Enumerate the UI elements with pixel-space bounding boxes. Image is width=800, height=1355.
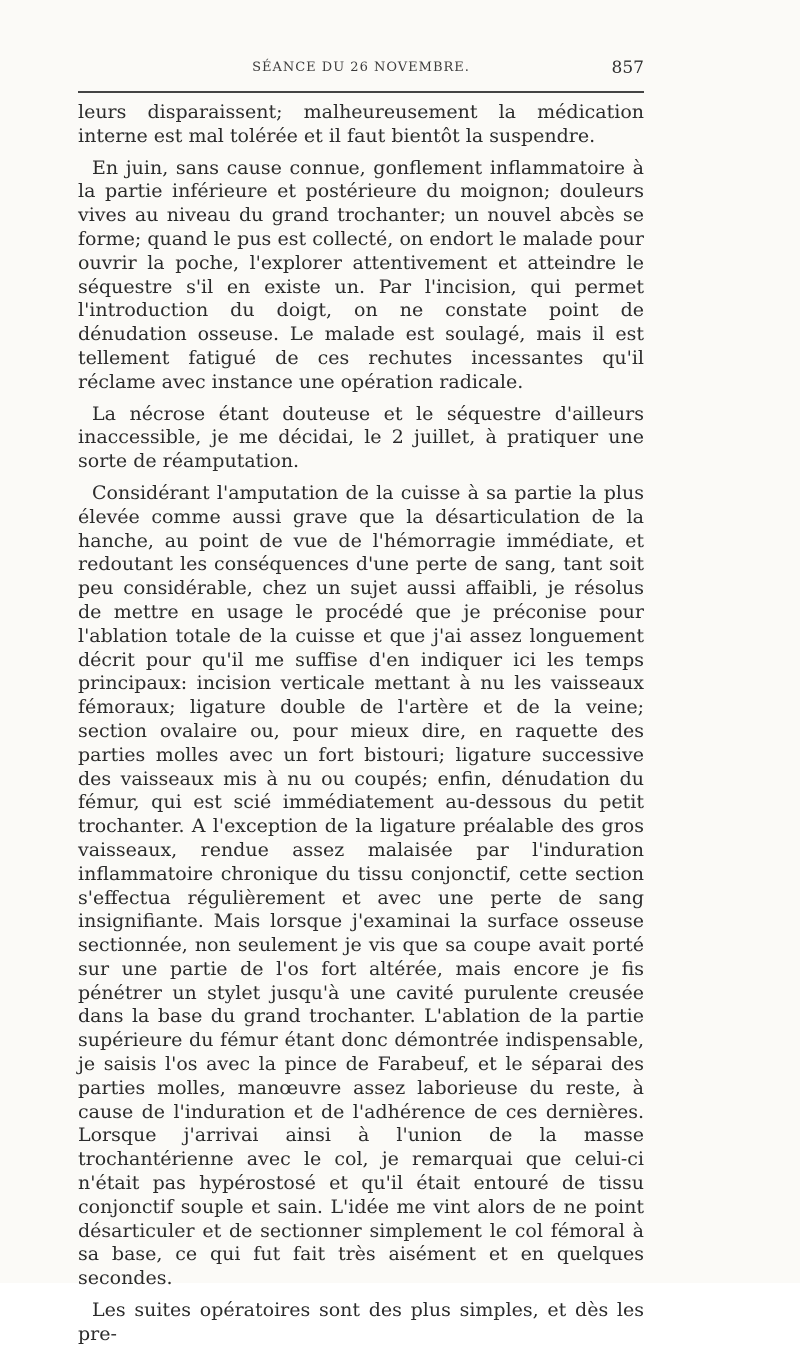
paragraph-5: Les suites opératoires sont des plus simples, et dès les pre- xyxy=(78,1299,644,1345)
body-text xyxy=(78,101,644,1355)
paragraph-4: Considérant l'amputation de la cuisse à sa partie la plus élevée comme aussi grave que la désarticulation de la hanche, au point de vue de l'hémorragie immédiate, et redoutant les conséquences d'une perte de sang, tant soit peu considérable, chez un sujet aussi affaibli, je résolus de mettre en usage le procédé que je préconise pour l'ablation totale de la cuisse et que j'ai assez longuement décrit pour qu'il me suffise d'en indiquer ici les temps principaux: incision verticale mettant à nu les vaisseaux fémoraux; ligature double de l'artère et de la veine; section ovalaire ou, pour mieux dire, en raquette des parties molles avec un fort bistouri; ligature successive des vaisseaux mis à nu ou coupés; enfin, dénudation du fémur, qui est scié immédiatement au-dessous du petit trochanter. A l'exception de la ligature préalable des gros vaisseaux, rendue assez malaisée par l'induration inflammatoire chronique du tissu conjonctif, cette section s'effectua régulièrement et avec une perte de sang insignifiante. Mais lorsque j'examinai la surface osseuse sectionnée, non seulement je vis que sa coupe avait porté sur une partie de l'os fort altérée, mais encore je fis pénétrer un stylet jusqu'à une cavité purulente creusée dans la base du grand trochanter. L'ablation de la partie supérieure du fémur étant donc démontrée indispensable, je saisis l'os avec la pince de Farabeuf, et le séparai des parties molles, manœuvre assez laborieuse du reste, à cause de l'induration et de l'adhérence de ces dernières. Lorsque j'arrivai ainsi à l'union de la masse trochantérienne avec le col, je remarquai que celui-ci n'était pas hypérostosé et qu'il était entouré de tissu conjonctif souple et sain. L'idée me vint alors de ne point désarticuler et de sectionner simplement le col fémoral à sa base, ce qui fut fait très aisément et en quelques secondes. xyxy=(78,481,644,1290)
page-number: 857 xyxy=(611,58,644,78)
header-rule xyxy=(78,91,644,93)
paragraph-2: En juin, sans cause connue, gonflement inflammatoire à la partie inférieure et postérieure du moignon; douleurs vives au niveau du grand trochanter; un nouvel abcès se forme; quand le pus est collecté, on endort le malade pour ouvrir la poche, l'explorer attentivement et atteindre le séquestre s'il en existe un. Par l'incision, qui permet l'introduction du doigt, on ne constate point de dénudation osseuse. Le malade est soulagé, mais il est tellement fatigué de ces rechutes incessantes qu'il réclame avec instance une opération radicale. xyxy=(78,156,644,393)
paragraph-3: La nécrose étant douteuse et le séquestre d'ailleurs inaccessible, je me décidai, le 2 juillet, à pratiquer une sorte de réamputation. xyxy=(78,402,644,473)
paragraph-1: leurs disparaissent; malheureusement la médication interne est mal tolérée et il faut bientôt la suspendre. xyxy=(78,101,644,147)
running-head: SÉANCE DU 26 NOVEMBRE. xyxy=(252,60,470,75)
page-header xyxy=(78,58,644,84)
